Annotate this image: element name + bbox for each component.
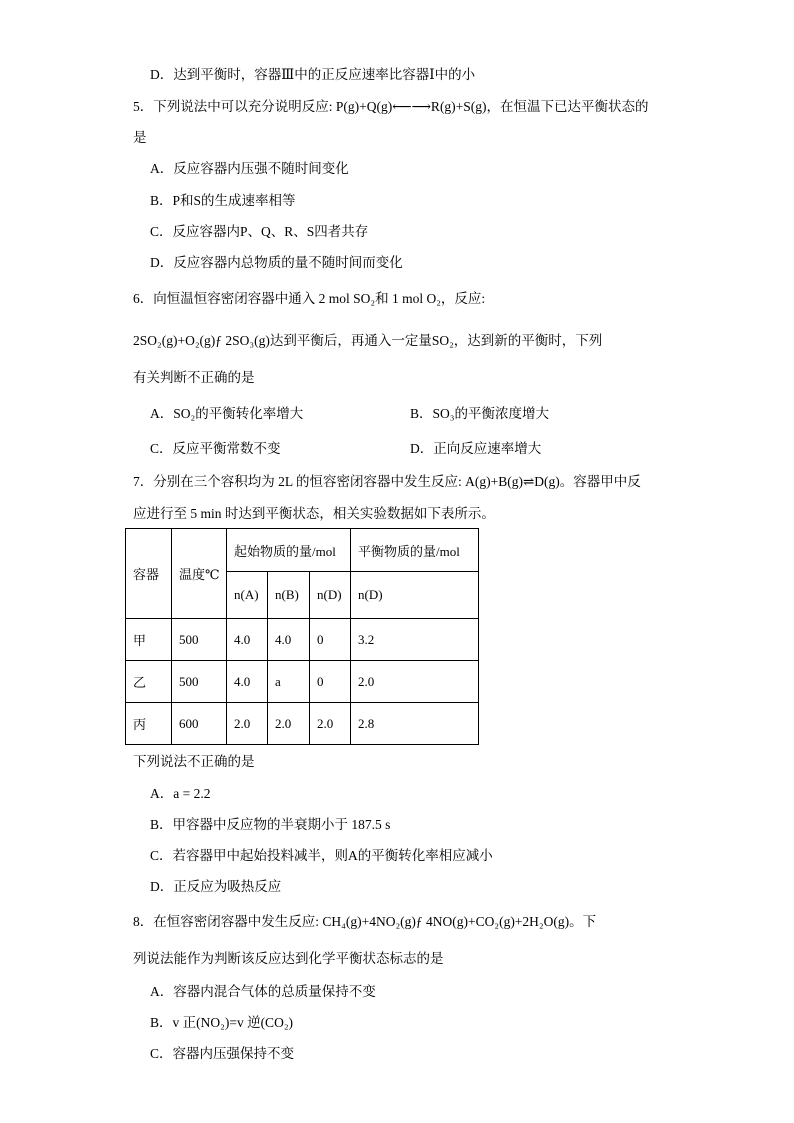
q7-question: 下列说法不正确的是: [133, 754, 255, 769]
table-cell: 4.0: [227, 661, 268, 703]
table-cell: 丙: [126, 703, 172, 745]
header-temperature: 温度℃: [172, 529, 227, 619]
q6-equation-line: 2SO₂(g)+O₂(g)ƒ 2SO₃(g)达到平衡后，再通入一定量SO₂，达到新的平衡时，下列: [133, 333, 603, 348]
table-cell: 600: [172, 703, 227, 745]
table-cell: a: [268, 661, 310, 703]
q6-stem-cont: 有关判断不正确的是: [133, 370, 255, 385]
q8-option-c: C．容器内压强保持不变: [150, 1046, 295, 1061]
table-cell: 4.0: [268, 619, 310, 661]
q7-option-b: B．甲容器中反应物的半衰期小于 187.5 s: [150, 817, 391, 832]
q5-option-d: D．反应容器内总物质的量不随时间而变化: [150, 255, 403, 270]
q8-stem: 8．在恒容密闭容器中发生反应: CH₄(g)+4NO₂(g)ƒ 4NO(g)+CO₂(g)+2H₂O(g)。下: [133, 914, 597, 929]
table-cell: 4.0: [227, 619, 268, 661]
table-cell: 3.2: [351, 619, 479, 661]
q5-option-b: B．P和S的生成速率相等: [150, 193, 296, 208]
q7-option-d: D．正反应为吸热反应: [150, 879, 282, 894]
header-nD-equilibrium: n(D): [351, 572, 479, 619]
q5-stem: 5．下列说法中可以充分说明反应: P(g)+Q(g)⟵⟶R(g)+S(g)，在恒温下已达平衡状态的: [133, 99, 649, 114]
header-equilibrium-amount: 平衡物质的量/mol: [351, 529, 479, 572]
header-nB: n(B): [268, 572, 310, 619]
table-cell: 0: [310, 661, 351, 703]
q6-option-b: B．SO₃的平衡浓度增大: [410, 406, 549, 421]
table-cell: 500: [172, 661, 227, 703]
table-cell: 乙: [126, 661, 172, 703]
table-row: [126, 619, 479, 661]
header-container: 容器: [126, 529, 172, 619]
q6-option-a: A．SO₂的平衡转化率增大: [150, 406, 304, 421]
table-row: [126, 703, 479, 745]
q7-stem: 7．分别在三个容积均为 2L 的恒容密闭容器中发生反应: A(g)+B(g)⇌D(g)。容器甲中反: [133, 474, 641, 489]
q5-stem-cont: 是: [133, 130, 147, 145]
q7-stem-cont: 应进行至 5 min 时达到平衡状态，相关实验数据如下表所示。: [133, 506, 495, 521]
header-initial-amount: 起始物质的量/mol: [227, 529, 351, 572]
table-cell: 2.8: [351, 703, 479, 745]
q7-option-a: A．a = 2.2: [150, 786, 211, 801]
header-nA: n(A): [227, 572, 268, 619]
q4-option-d: D．达到平衡时，容器Ⅲ中的正反应速率比容器Ⅰ中的小: [150, 67, 476, 82]
table-cell: 2.0: [351, 661, 479, 703]
table-cell: 500: [172, 619, 227, 661]
table-cell: 2.0: [227, 703, 268, 745]
table-cell: 2.0: [310, 703, 351, 745]
q6-stem: 6．向恒温恒容密闭容器中通入 2 mol SO₂和 1 mol O₂，反应:: [133, 291, 486, 306]
q6-option-c: C．反应平衡常数不变: [150, 441, 281, 456]
q5-option-a: A．反应容器内压强不随时间变化: [150, 161, 349, 176]
q8-option-a: A．容器内混合气体的总质量保持不变: [150, 984, 376, 999]
q8-option-b: B．v 正(NO₂)=v 逆(CO₂): [150, 1015, 294, 1030]
q7-option-c: C．若容器甲中起始投料减半，则A的平衡转化率相应减小: [150, 848, 493, 863]
q8-stem-cont: 列说法能作为判断该反应达到化学平衡状态标志的是: [133, 951, 444, 966]
header-nD: n(D): [310, 572, 351, 619]
table-row: [126, 661, 479, 703]
table-cell: 2.0: [268, 703, 310, 745]
table-cell: 0: [310, 619, 351, 661]
q7-data-table: [125, 528, 479, 745]
q5-option-c: C．反应容器内P、Q、R、S四者共存: [150, 224, 369, 239]
table-cell: 甲: [126, 619, 172, 661]
q6-option-d: D．正向反应速率增大: [410, 441, 542, 456]
